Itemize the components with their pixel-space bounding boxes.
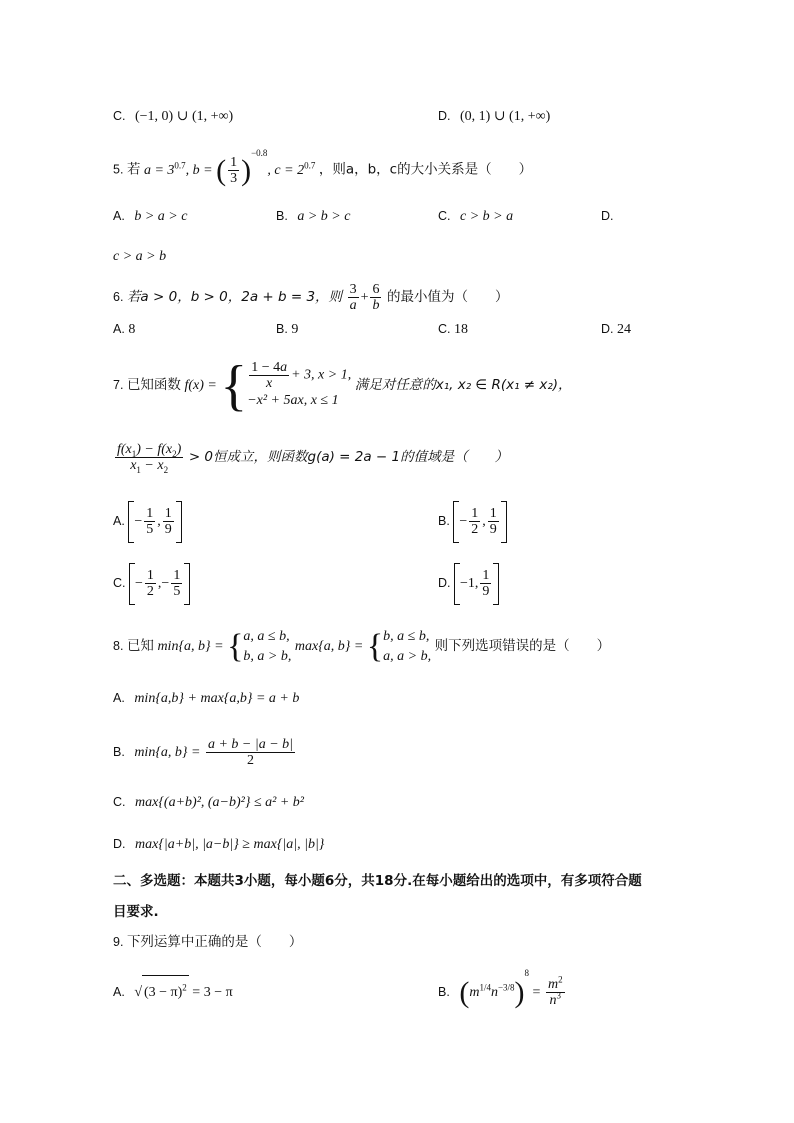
q8-max-definition: max{a, b} =	[294, 639, 367, 654]
q8-option-c: C. max{(a+b)², (a−b)²} ≤ a² + b²	[113, 795, 304, 810]
q9-option-a: A. √ $(3 - \pi)^2 = 3 - \pi$	[113, 975, 233, 1009]
q9-stem: 9. 下列运算中正确的是（ ）	[113, 934, 303, 950]
section-heading-line2: 目要求.	[113, 904, 159, 920]
q6-option-a: A. 8	[113, 322, 136, 337]
q7-option-a: A. − $\frac{1}{5}$ , $\frac{1}{9}$	[113, 500, 182, 542]
q7-stem-line2: $\frac{f(x_1) - f(x_2)}{x_1 - x_2}$ > 0恒成立，则函数g(a) = 2a − 1的值域是（ ）	[117, 442, 509, 476]
q7-piecewise: $\frac{1 - 4a}{x}$ + 3, x > 1, −x² + 5ax, x ≤ 1	[247, 360, 352, 409]
section-heading-line1: 二、多选题：本题共3小题，每小题6分，共18分.在每小题给出的选项中，有多项符合题	[113, 873, 642, 889]
q8-option-a: A. min{a,b} + max{a,b} = a + b	[113, 691, 300, 706]
q7-stem: 7. 已知函数 f(x) = { $\frac{1 - 4a}{x}$ + 3, x > 1, −x² + 5ax, x ≤ 1 满足对任意的x₁, x₂ ∈ R(x₁ ≠ x₂)，	[113, 354, 572, 417]
q4-option-c: C. (−1, 0) ∪ (1, +∞)	[113, 109, 234, 124]
q6-fraction-3-over-a: $\frac{3}{a}$	[349, 282, 357, 314]
q5-option-b: B. a > b > c	[276, 209, 351, 224]
q6-fraction-6-over-b: $\frac{6}{b}$	[372, 282, 380, 314]
q8-option-d: D. max{|a+b|, |a−b|} ≥ max{|a|, |b|}	[113, 837, 325, 852]
q5-option-d: c > a > b	[113, 249, 167, 264]
q5-option-d-label: D.	[601, 209, 614, 223]
q5-option-c: C. c > b > a	[438, 209, 514, 224]
q4-option-d: D. (0, 1) ∪ (1, +∞)	[438, 109, 551, 124]
q5-stem: 5. 若 $a = 3^{0.7}$, b = ( $\frac{1}{3}$ )$^{-0.8}$, $c = 2^{0.7}$ ，则a，b，c的大小关系是（ ）	[113, 148, 533, 187]
q8-stem: 8. 已知 min{a, b} = { a, a ≤ b, b, a > b, max{a, b} = { b, a ≤ b, a, a > b, 则下列选项错误的是（ ）	[113, 627, 611, 665]
q5-formula: $a = 3^{0.7}$, b = ( $\frac{1}{3}$ )$^{-0.8}$, $c = 2^{0.7}$	[143, 148, 316, 187]
q5-option-a: A. b > a > c	[113, 209, 188, 224]
q7-option-d: D. −1, $\frac{1}{9}$	[438, 562, 499, 604]
q8-min-definition: min{a, b} =	[157, 639, 228, 654]
q6-option-d: D. 24	[601, 322, 631, 337]
q6-option-c: C. 18	[438, 322, 468, 337]
q7-option-b: B. − $\frac{1}{2}$ , $\frac{1}{9}$	[438, 500, 507, 542]
q6-option-b: B. 9	[276, 322, 299, 337]
q7-option-c: C. − $\frac{1}{2}$ ,− $\frac{1}{5}$	[113, 562, 190, 604]
q9-option-b: B. $(m^{1/4}n^{-3/8})^8$ = $\frac{m^2}{n^3}$	[438, 968, 563, 1009]
q6-stem: 6. 若a > 0，b > 0，2a + b = 3，则 $\frac{3}{a}$ + $\frac{6}{b}$ 的最小值为（ ）	[113, 282, 509, 314]
q7-difference-quotient: $\frac{f(x_1) - f(x_2)}{x_1 - x_2}$	[117, 442, 182, 476]
q8-option-b: B. min{a, b} = $\frac{a + b - |a - b|}{2}$	[113, 737, 294, 769]
